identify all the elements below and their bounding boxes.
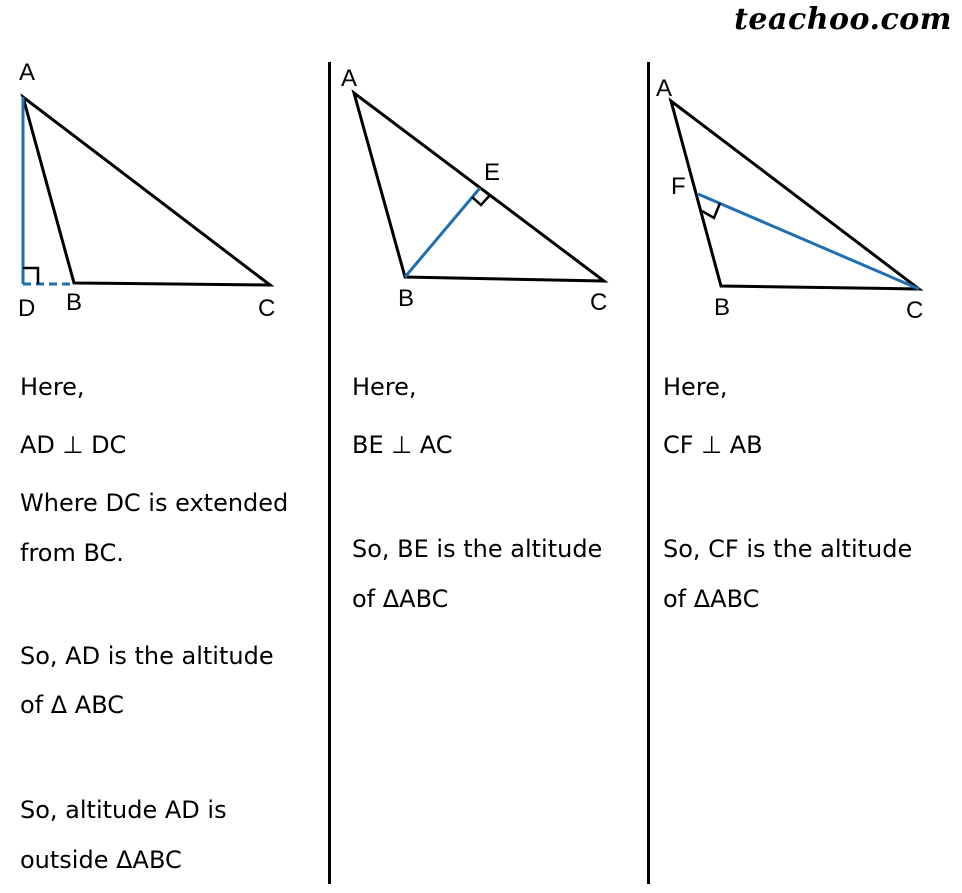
panel-1-line-8: outside ΔABC	[20, 846, 182, 874]
panel-3-line-1: Here,	[663, 373, 728, 401]
panel-1-line-5: So, AD is the altitude	[20, 642, 274, 670]
panel-2-line-2: BE ⊥ AC	[352, 431, 453, 459]
diagram-1	[18, 59, 275, 322]
vertex-label-b: B	[66, 289, 83, 316]
right-angle-mark-d	[23, 268, 38, 284]
triangle-abc-3	[671, 101, 919, 289]
panel-1-line-3: Where DC is extended	[20, 489, 289, 517]
vertex-label-b: B	[398, 285, 415, 312]
diagram-3	[656, 75, 923, 324]
vertex-label-d: D	[18, 295, 36, 322]
right-angle-mark-f	[702, 203, 720, 218]
triangle-abc-2	[354, 93, 604, 281]
panel-1-line-6: of Δ ABC	[20, 691, 125, 719]
panel-2-line-1: Here,	[352, 373, 417, 401]
panel-3-line-3: So, CF is the altitude	[663, 535, 913, 563]
panel-3-line-4: of ΔABC	[663, 585, 760, 613]
panel-1-line-4: from BC.	[20, 539, 124, 567]
panel-3-line-2: CF ⊥ AB	[663, 431, 763, 459]
panel-2-line-3: So, BE is the altitude	[352, 535, 603, 563]
altitude-cf	[698, 194, 919, 289]
vertex-label-a: A	[656, 75, 673, 102]
vertex-label-e: E	[484, 159, 501, 186]
triangle-abc-1	[23, 97, 270, 285]
vertex-label-c: C	[906, 297, 924, 324]
vertex-label-a: A	[341, 65, 358, 92]
panel-2-line-4: of ΔABC	[352, 585, 449, 613]
panel-1-line-2: AD ⊥ DC	[20, 431, 127, 459]
vertex-label-f: F	[671, 173, 686, 200]
panel-1-line-7: So, altitude AD is	[20, 796, 227, 824]
brand-logo: teachoo.com	[734, 2, 952, 37]
vertex-label-b: B	[714, 294, 731, 321]
panel-1-line-1: Here,	[20, 373, 85, 401]
vertex-label-c: C	[590, 289, 608, 316]
vertex-label-c: C	[258, 295, 276, 322]
altitude-be	[405, 188, 480, 277]
diagram-2	[341, 65, 607, 316]
vertex-label-a: A	[19, 59, 36, 86]
